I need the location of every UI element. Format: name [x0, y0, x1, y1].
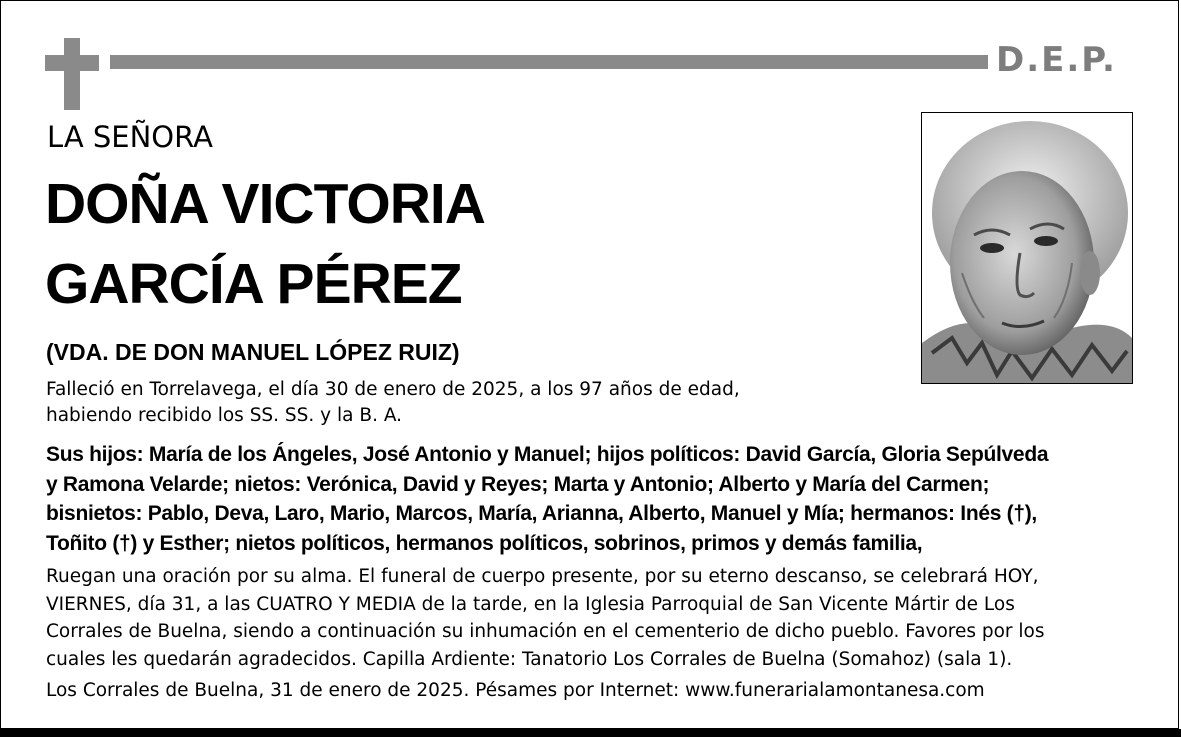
funeral-line: Corrales de Buelna, siendo a continuación su inhumación en el cementerio de dicho pueblo. Favores por los: [46, 621, 1045, 642]
family-line: Toñito (†) y Esther; nietos políticos, hermanos políticos, sobrinos, primos y demás familia,: [46, 531, 923, 555]
funeral-line: VIERNES, día 31, a las CUATRO Y MEDIA de la tarde, en la Iglesia Parroquial de San Vicente Mártir de Los: [46, 593, 1015, 615]
widow-of: (VDA. DE DON MANUEL LÓPEZ RUIZ): [46, 339, 460, 365]
funeral-line: cuales les quedarán agradecidos. Capilla Ardiente: Tanatorio Los Corrales de Buelna (Somahoz) (sala 1).: [46, 648, 1013, 670]
deceased-title: LA SEÑORA: [47, 120, 213, 154]
portrait-photo: [921, 112, 1133, 384]
funeral-line: Ruegan una oración por su alma. El funeral de cuerpo presente, por su eterno descanso, se celebrará HOY,: [46, 566, 1039, 587]
footer-date-website: Los Corrales de Buelna, 31 de enero de 2025. Pésames por Internet: www.funerarialamontanesa.com: [46, 680, 985, 701]
bottom-band: [0, 729, 1181, 737]
deceased-name-line1: DOÑA VICTORIA: [45, 172, 485, 236]
family-list: [46, 440, 1146, 558]
funeral-details: [46, 563, 1146, 673]
deceased-name-line2: GARCÍA PÉREZ: [45, 252, 462, 316]
family-line: Sus hijos: María de los Ángeles, José Antonio y Manuel; hijos políticos: David García, Gloria Sepúlveda: [46, 443, 1049, 466]
cross-icon: [45, 38, 99, 110]
family-line: bisnietos: Pablo, Deva, Laro, Mario, Marcos, María, Arianna, Alberto, Manuel y Mía; hermanos: Inés (†),: [46, 502, 1037, 525]
dep-label: D.E.P.: [996, 40, 1117, 80]
family-line: y Ramona Velarde; nietos: Verónica, David y Reyes; Marta y Antonio; Alberto y María del Carmen;: [46, 472, 990, 496]
death-notice-line: Falleció en Torrelavega, el día 30 de enero de 2025, a los 97 años de edad,: [46, 379, 740, 400]
death-notice: [46, 377, 740, 429]
header-rule: [110, 55, 988, 69]
death-notice-line: habiendo recibido los SS. SS. y la B. A.: [46, 405, 403, 426]
